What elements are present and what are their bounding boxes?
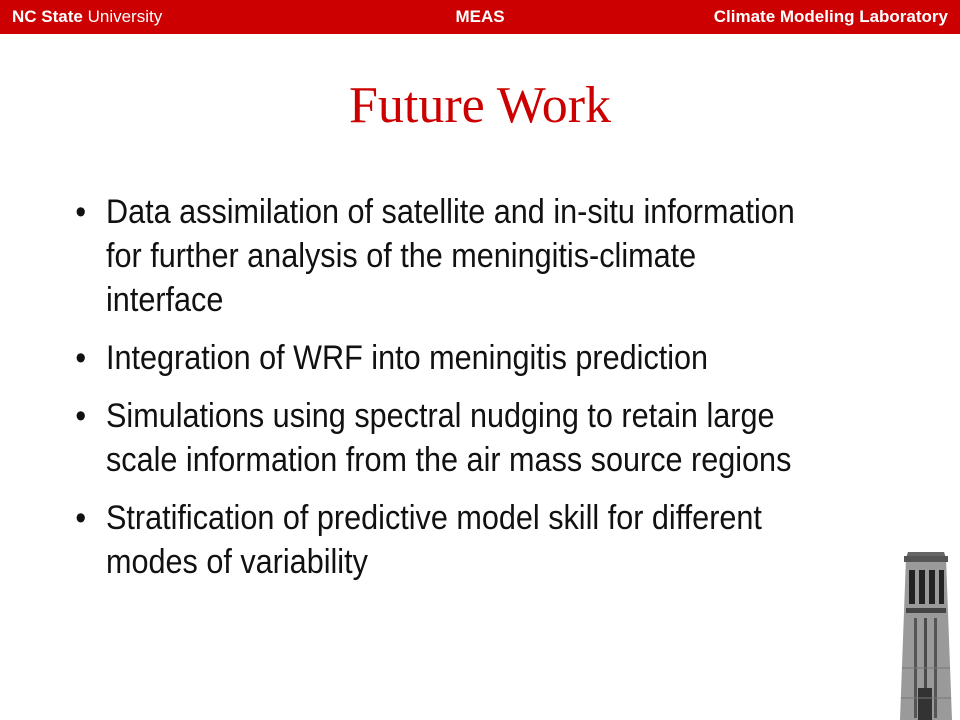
bullet-text: Data assimilation of satellite and in-situ information for further analysis of the meningitis-climate interface xyxy=(106,193,795,319)
slide-title: Future Work xyxy=(348,77,612,134)
header-org-rest: University xyxy=(82,7,163,26)
bullet-text: Simulations using spectral nudging to retain large scale information from the air mass source regions xyxy=(106,397,792,479)
bullet-text: Stratification of predictive model skill for different modes of variability xyxy=(106,499,762,581)
bullet-text: Integration of WRF into meningitis prediction xyxy=(106,339,709,377)
bullet-item xyxy=(70,190,808,322)
bullet-icon: • xyxy=(75,397,87,435)
header-dept: MEAS xyxy=(455,7,505,26)
bullet-item xyxy=(70,394,808,482)
header-org-bold: NC State xyxy=(12,7,83,26)
header-bar xyxy=(0,0,960,34)
bullet-list xyxy=(70,190,808,598)
bell-tower-icon xyxy=(892,548,960,720)
header-lab: Climate Modeling Laboratory xyxy=(713,7,948,26)
bullet-icon: • xyxy=(75,339,87,377)
bullet-icon: • xyxy=(75,499,87,537)
bullet-icon: • xyxy=(75,193,87,231)
bullet-item xyxy=(70,496,808,584)
bullet-item xyxy=(70,336,808,380)
